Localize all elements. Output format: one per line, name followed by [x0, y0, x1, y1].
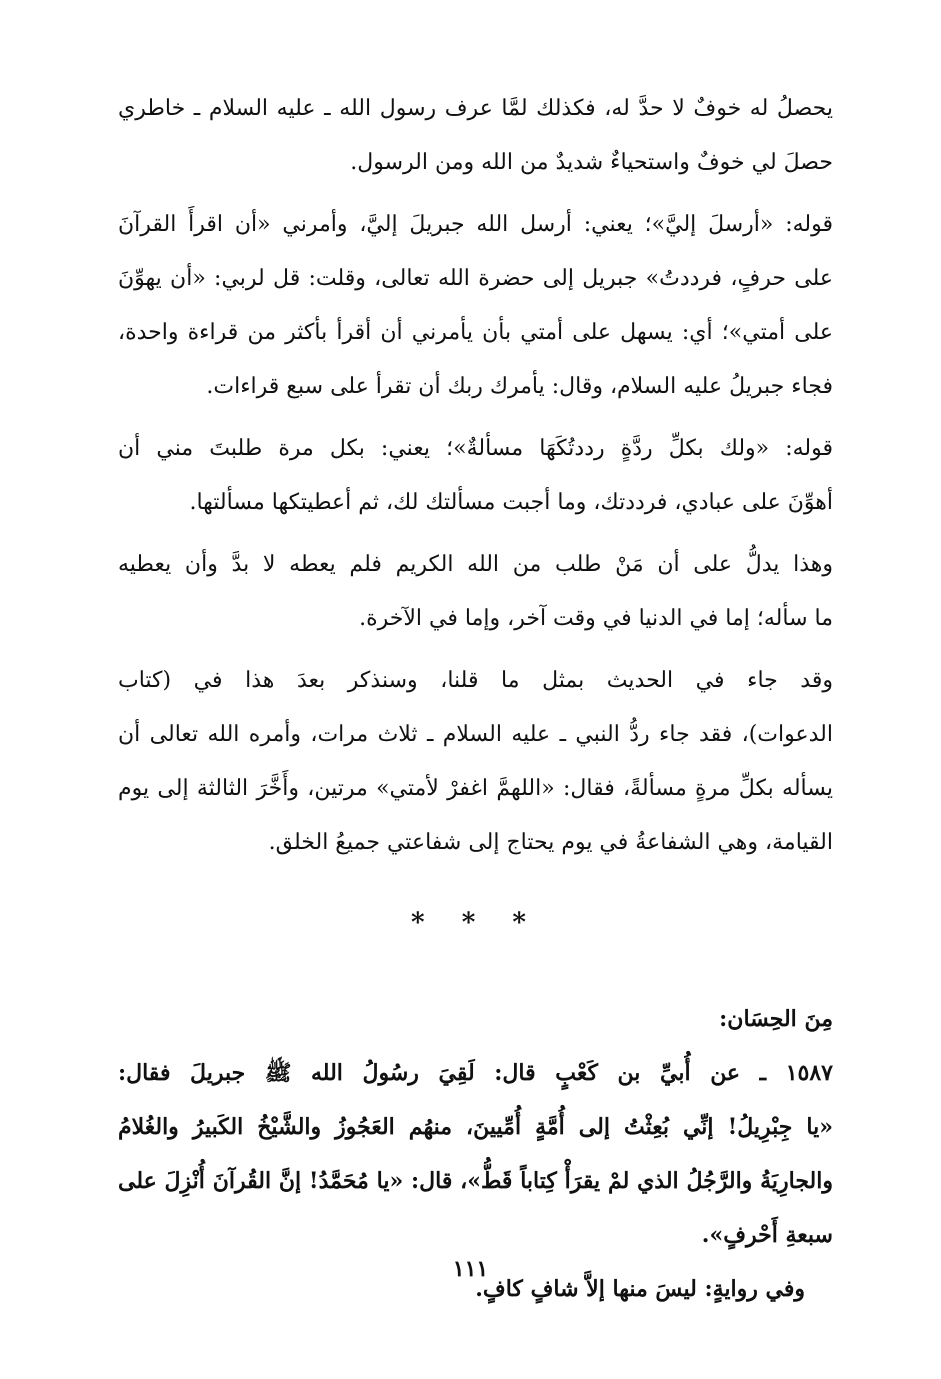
hadith-line: «يا جِبْرِيلُ! إنِّي بُعِثْتُ إلى أُمَّةٍ أُمِّيينَ، منهُم العَجُوزُ والشَّيْخُ الكَبيرُ والغُلامُ [118, 1114, 833, 1140]
paragraph [118, 654, 833, 870]
text-line: أهوِّنَ على عبادي، فرددتك، وما أجبت مسألتك لك، ثم أعطيتكها مسألتها. [189, 490, 833, 515]
text-line: يسأله بكلِّ مرةٍ مسألةً، فقال: «اللهمَّ اغفرْ لأمتي» مرتين، وأَخَّرَ الثالثة إلى يوم [118, 776, 833, 801]
text-line: وهذا يدلُّ على أن مَنْ طلب من الله الكريم فلم يعطه لا بدَّ وأن يعطيه [118, 552, 833, 577]
riwaya-line: وفي روايةٍ: ليسَ منها إلاَّ شافٍ كافٍ. [475, 1276, 805, 1302]
text-line: قوله: «أرسلَ إليَّ»؛ يعني: أرسل الله جبريلَ إليَّ، وأمرني «أن اقرأَ القرآنَ [118, 212, 833, 237]
text-line: على حرفٍ، فرددتُ» جبريل إلى حضرة الله تعالى، وقلت: قل لربي: «أن يهوِّنَ [118, 266, 833, 291]
text-line: فجاء جبريلُ عليه السلام، وقال: يأمرك ربك أن تقرأ على سبع قراءات. [206, 374, 833, 399]
paragraph [118, 538, 833, 646]
text-line: يحصلُ له خوفٌ لا حدَّ له، فكذلك لمَّا عرف رسول الله ـ عليه السلام ـ خاطري [118, 96, 833, 121]
section-heading: مِنَ الحِسَان: [719, 1006, 833, 1032]
paragraph [118, 198, 833, 414]
hadith-line: والجارِيَةُ والرَّجُلُ الذي لمْ يقرَأْ كِتاباً قَطُّ»، قال: «يا مُحَمَّدُ! إنَّ القُرآنَ أُنْزِلَ على [118, 1168, 833, 1194]
text-line: حصلَ لي خوفٌ واستحياءٌ شديدٌ من الله ومن الرسول. [350, 150, 833, 175]
text-line: القيامة، وهي الشفاعةُ في يوم يحتاج إلى شفاعتي جميعُ الخلق. [268, 830, 833, 855]
text-line: ما سأله؛ إما في الدنيا في وقت آخر، وإما في الآخرة. [359, 606, 833, 631]
hadith-line: ١٥٨٧ ـ عن أُبيِّ بن كَعْبٍ قال: لَقِيَ رسُولُ الله ﷺ جبريلَ فقال: [118, 1060, 833, 1086]
text-line: على أمتي»؛ أي: يسهل على أمتي بأن يأمرني أن أقرأ بأكثر من قراءة واحدة، [118, 320, 833, 345]
page-number: ١١١ [452, 1256, 489, 1282]
paragraph [118, 82, 833, 190]
paragraph [118, 422, 833, 530]
text-line: وقد جاء في الحديث بمثل ما قلنا، وسنذكر بعدَ هذا في (كتاب [118, 668, 833, 693]
hadith-block [118, 1046, 833, 1262]
text-line: الدعوات)، فقد جاء ردُّ النبي ـ عليه السلام ـ ثلاث مرات، وأمره الله تعالى أن [118, 722, 833, 747]
text-line: قوله: «ولك بكلِّ ردَّةٍ رددتُكَهَا مسألةٌ»؛ يعني: بكل مرة طلبتَ مني أن [118, 436, 833, 461]
section-separator: * * * [411, 908, 540, 938]
hadith-line: سبعةِ أَحْرفٍ». [701, 1222, 833, 1248]
